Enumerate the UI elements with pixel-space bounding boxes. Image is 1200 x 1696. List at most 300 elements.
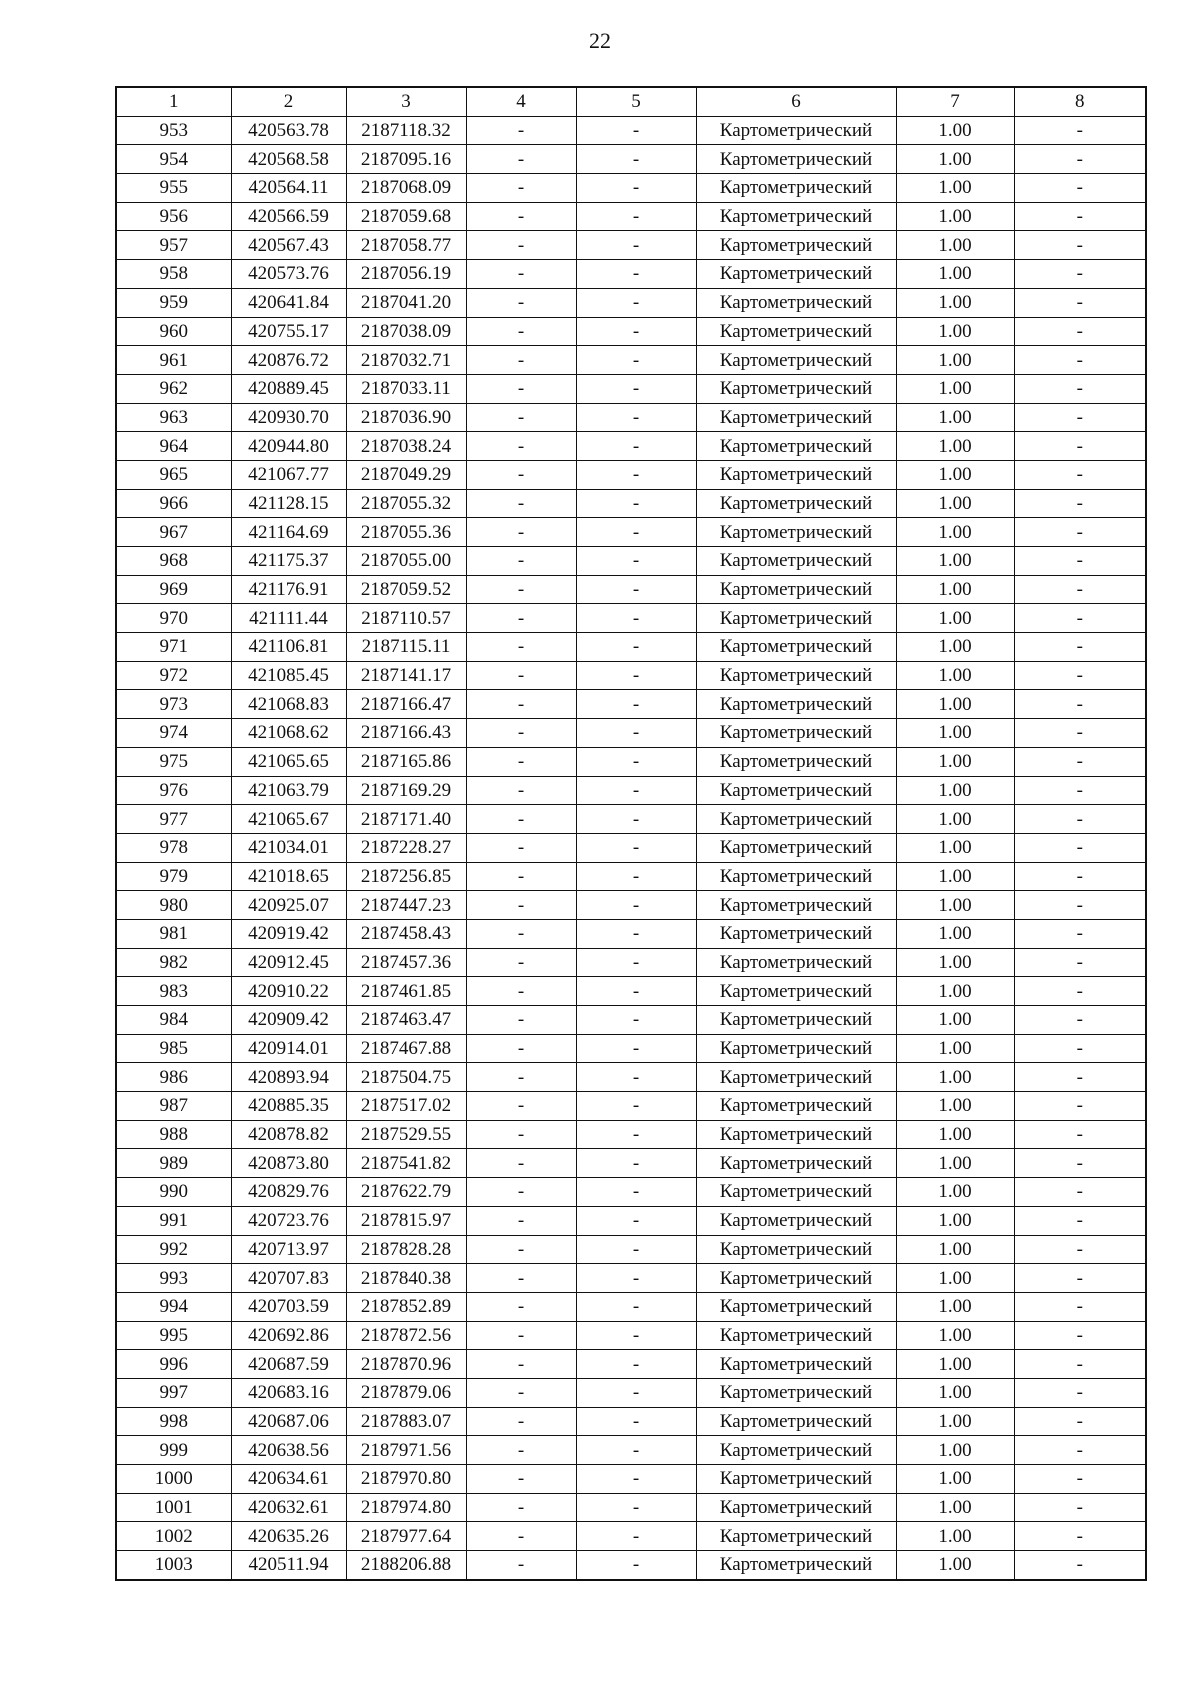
table-cell-col-1: 996 xyxy=(116,1350,231,1379)
table-cell-col-1: 964 xyxy=(116,432,231,461)
table-row xyxy=(116,833,1146,862)
table-cell-col-1: 971 xyxy=(116,633,231,662)
table-cell-col-5: - xyxy=(576,1006,696,1035)
table-row xyxy=(116,1235,1146,1264)
table-row xyxy=(116,575,1146,604)
table-cell-col-8: - xyxy=(1014,1149,1146,1178)
table-cell-col-4: - xyxy=(466,633,576,662)
table-row xyxy=(116,489,1146,518)
table-cell-col-6: Картометрический xyxy=(696,260,896,289)
table-cell-col-5: - xyxy=(576,1522,696,1551)
table-row xyxy=(116,919,1146,948)
table-cell-col-3: 2187059.68 xyxy=(346,202,466,231)
table-cell-col-6: Картометрический xyxy=(696,403,896,432)
table-cell-col-1: 982 xyxy=(116,948,231,977)
table-cell-col-2: 421065.65 xyxy=(231,747,346,776)
table-cell-col-3: 2187461.85 xyxy=(346,977,466,1006)
table-cell-col-6: Картометрический xyxy=(696,1407,896,1436)
table-cell-col-4: - xyxy=(466,1206,576,1235)
table-cell-col-1: 986 xyxy=(116,1063,231,1092)
table-cell-col-6: Картометрический xyxy=(696,1378,896,1407)
table-row xyxy=(116,805,1146,834)
table-cell-col-7: 1.00 xyxy=(896,374,1014,403)
table-cell-col-5: - xyxy=(576,1465,696,1494)
table-cell-col-7: 1.00 xyxy=(896,690,1014,719)
table-cell-col-7: 1.00 xyxy=(896,1235,1014,1264)
table-cell-col-7: 1.00 xyxy=(896,1378,1014,1407)
table-cell-col-8: - xyxy=(1014,1292,1146,1321)
table-cell-col-7: 1.00 xyxy=(896,977,1014,1006)
table-cell-col-2: 420910.22 xyxy=(231,977,346,1006)
table-cell-col-1: 957 xyxy=(116,231,231,260)
table-cell-col-7: 1.00 xyxy=(896,1206,1014,1235)
table-cell-col-6: Картометрический xyxy=(696,174,896,203)
table-cell-col-7: 1.00 xyxy=(896,518,1014,547)
table-cell-col-4: - xyxy=(466,747,576,776)
table-cell-col-1: 960 xyxy=(116,317,231,346)
table-cell-col-6: Картометрический xyxy=(696,575,896,604)
table-cell-col-5: - xyxy=(576,977,696,1006)
table-cell-col-6: Картометрический xyxy=(696,891,896,920)
table-cell-col-8: - xyxy=(1014,1321,1146,1350)
table-row xyxy=(116,1149,1146,1178)
table-cell-col-6: Картометрический xyxy=(696,1493,896,1522)
table-cell-col-7: 1.00 xyxy=(896,231,1014,260)
column-header-3: 3 xyxy=(346,87,466,116)
table-cell-col-4: - xyxy=(466,604,576,633)
table-cell-col-7: 1.00 xyxy=(896,202,1014,231)
table-cell-col-4: - xyxy=(466,460,576,489)
table-cell-col-3: 2187457.36 xyxy=(346,948,466,977)
table-cell-col-5: - xyxy=(576,948,696,977)
table-cell-col-8: - xyxy=(1014,661,1146,690)
table-cell-col-7: 1.00 xyxy=(896,1522,1014,1551)
table-cell-col-5: - xyxy=(576,1178,696,1207)
table-cell-col-3: 2187977.64 xyxy=(346,1522,466,1551)
table-row xyxy=(116,1407,1146,1436)
table-cell-col-8: - xyxy=(1014,575,1146,604)
table-row xyxy=(116,661,1146,690)
table-cell-col-8: - xyxy=(1014,1551,1146,1580)
table-row xyxy=(116,547,1146,576)
table-cell-col-7: 1.00 xyxy=(896,1493,1014,1522)
table-cell-col-2: 420919.42 xyxy=(231,919,346,948)
table-cell-col-2: 420912.45 xyxy=(231,948,346,977)
table-cell-col-7: 1.00 xyxy=(896,805,1014,834)
table-cell-col-4: - xyxy=(466,145,576,174)
table-cell-col-1: 965 xyxy=(116,460,231,489)
table-cell-col-7: 1.00 xyxy=(896,174,1014,203)
table-cell-col-6: Картометрический xyxy=(696,374,896,403)
table-cell-col-3: 2187974.80 xyxy=(346,1493,466,1522)
table-cell-col-2: 420703.59 xyxy=(231,1292,346,1321)
table-cell-col-3: 2187872.56 xyxy=(346,1321,466,1350)
table-cell-col-1: 958 xyxy=(116,260,231,289)
table-cell-col-4: - xyxy=(466,1292,576,1321)
table-cell-col-4: - xyxy=(466,174,576,203)
table-cell-col-7: 1.00 xyxy=(896,1063,1014,1092)
table-cell-col-2: 421128.15 xyxy=(231,489,346,518)
table-cell-col-6: Картометрический xyxy=(696,288,896,317)
table-row xyxy=(116,1264,1146,1293)
table-cell-col-4: - xyxy=(466,719,576,748)
table-cell-col-3: 2187036.90 xyxy=(346,403,466,432)
table-cell-col-6: Картометрический xyxy=(696,145,896,174)
table-cell-col-4: - xyxy=(466,919,576,948)
table-cell-col-6: Картометрический xyxy=(696,116,896,145)
table-cell-col-8: - xyxy=(1014,174,1146,203)
table-row xyxy=(116,288,1146,317)
table-cell-col-4: - xyxy=(466,202,576,231)
table-row xyxy=(116,518,1146,547)
table-cell-col-3: 2187095.16 xyxy=(346,145,466,174)
table-row xyxy=(116,862,1146,891)
table-cell-col-6: Картометрический xyxy=(696,661,896,690)
table-cell-col-4: - xyxy=(466,1092,576,1121)
table-cell-col-5: - xyxy=(576,202,696,231)
table-cell-col-3: 2187110.57 xyxy=(346,604,466,633)
table-cell-col-8: - xyxy=(1014,919,1146,948)
table-cell-col-6: Картометрический xyxy=(696,202,896,231)
table-cell-col-4: - xyxy=(466,489,576,518)
table-cell-col-7: 1.00 xyxy=(896,948,1014,977)
table-row xyxy=(116,432,1146,461)
table-row xyxy=(116,346,1146,375)
table-cell-col-2: 421106.81 xyxy=(231,633,346,662)
table-cell-col-8: - xyxy=(1014,633,1146,662)
table-cell-col-6: Картометрический xyxy=(696,1264,896,1293)
table-cell-col-2: 420713.97 xyxy=(231,1235,346,1264)
table-cell-col-7: 1.00 xyxy=(896,1120,1014,1149)
table-cell-col-3: 2187828.28 xyxy=(346,1235,466,1264)
table-cell-col-2: 421175.37 xyxy=(231,547,346,576)
table-cell-col-4: - xyxy=(466,518,576,547)
table-row xyxy=(116,116,1146,145)
table-cell-col-4: - xyxy=(466,661,576,690)
table-row xyxy=(116,690,1146,719)
table-cell-col-4: - xyxy=(466,374,576,403)
table-cell-col-5: - xyxy=(576,919,696,948)
table-cell-col-2: 420930.70 xyxy=(231,403,346,432)
table-cell-col-4: - xyxy=(466,862,576,891)
table-cell-col-1: 970 xyxy=(116,604,231,633)
table-cell-col-1: 997 xyxy=(116,1378,231,1407)
table-cell-col-8: - xyxy=(1014,1465,1146,1494)
table-cell-col-1: 972 xyxy=(116,661,231,690)
table-cell-col-5: - xyxy=(576,518,696,547)
table-cell-col-1: 978 xyxy=(116,833,231,862)
table-cell-col-4: - xyxy=(466,288,576,317)
table-cell-col-5: - xyxy=(576,460,696,489)
table-cell-col-3: 2187058.77 xyxy=(346,231,466,260)
table-cell-col-5: - xyxy=(576,1493,696,1522)
table-cell-col-6: Картометрический xyxy=(696,317,896,346)
table-cell-col-2: 421018.65 xyxy=(231,862,346,891)
table-cell-col-2: 421111.44 xyxy=(231,604,346,633)
table-cell-col-3: 2187171.40 xyxy=(346,805,466,834)
coordinates-table xyxy=(115,86,1147,1581)
table-cell-col-7: 1.00 xyxy=(896,1149,1014,1178)
table-cell-col-1: 963 xyxy=(116,403,231,432)
table-cell-col-3: 2187068.09 xyxy=(346,174,466,203)
table-cell-col-1: 991 xyxy=(116,1206,231,1235)
table-cell-col-6: Картометрический xyxy=(696,346,896,375)
table-cell-col-5: - xyxy=(576,719,696,748)
table-cell-col-3: 2187870.96 xyxy=(346,1350,466,1379)
table-cell-col-2: 420564.11 xyxy=(231,174,346,203)
table-row xyxy=(116,747,1146,776)
table-cell-col-5: - xyxy=(576,116,696,145)
table-cell-col-2: 420876.72 xyxy=(231,346,346,375)
table-row xyxy=(116,1292,1146,1321)
table-cell-col-2: 420635.26 xyxy=(231,1522,346,1551)
table-cell-col-7: 1.00 xyxy=(896,633,1014,662)
table-cell-col-8: - xyxy=(1014,1006,1146,1035)
table-cell-col-3: 2187165.86 xyxy=(346,747,466,776)
table-cell-col-6: Картометрический xyxy=(696,747,896,776)
table-cell-col-8: - xyxy=(1014,489,1146,518)
table-cell-col-3: 2187049.29 xyxy=(346,460,466,489)
table-row xyxy=(116,719,1146,748)
table-cell-col-1: 980 xyxy=(116,891,231,920)
table-cell-col-1: 967 xyxy=(116,518,231,547)
table-cell-col-5: - xyxy=(576,1350,696,1379)
table-cell-col-3: 2187541.82 xyxy=(346,1149,466,1178)
table-cell-col-7: 1.00 xyxy=(896,604,1014,633)
table-cell-col-4: - xyxy=(466,1551,576,1580)
table-cell-col-2: 421068.83 xyxy=(231,690,346,719)
table-row xyxy=(116,1551,1146,1580)
table-cell-col-2: 420573.76 xyxy=(231,260,346,289)
table-cell-col-1: 992 xyxy=(116,1235,231,1264)
table-cell-col-8: - xyxy=(1014,1436,1146,1465)
table-cell-col-8: - xyxy=(1014,403,1146,432)
table-cell-col-6: Картометрический xyxy=(696,1321,896,1350)
table-cell-col-1: 998 xyxy=(116,1407,231,1436)
table-cell-col-8: - xyxy=(1014,1206,1146,1235)
table-cell-col-8: - xyxy=(1014,1120,1146,1149)
table-cell-col-4: - xyxy=(466,1149,576,1178)
table-cell-col-8: - xyxy=(1014,145,1146,174)
table-cell-col-1: 983 xyxy=(116,977,231,1006)
table-cell-col-5: - xyxy=(576,1407,696,1436)
table-cell-col-2: 420567.43 xyxy=(231,231,346,260)
table-cell-col-1: 993 xyxy=(116,1264,231,1293)
table-cell-col-4: - xyxy=(466,116,576,145)
table-cell-col-1: 1003 xyxy=(116,1551,231,1580)
table-cell-col-5: - xyxy=(576,489,696,518)
table-cell-col-8: - xyxy=(1014,346,1146,375)
table-cell-col-5: - xyxy=(576,1206,696,1235)
table-row xyxy=(116,1120,1146,1149)
table-cell-col-5: - xyxy=(576,661,696,690)
table-cell-col-8: - xyxy=(1014,690,1146,719)
table-cell-col-3: 2187467.88 xyxy=(346,1034,466,1063)
table-cell-col-3: 2187055.00 xyxy=(346,547,466,576)
table-cell-col-4: - xyxy=(466,891,576,920)
table-cell-col-8: - xyxy=(1014,1493,1146,1522)
table-cell-col-2: 420641.84 xyxy=(231,288,346,317)
table-cell-col-4: - xyxy=(466,1436,576,1465)
table-cell-col-7: 1.00 xyxy=(896,661,1014,690)
table-cell-col-8: - xyxy=(1014,747,1146,776)
table-cell-col-5: - xyxy=(576,633,696,662)
table-cell-col-1: 1000 xyxy=(116,1465,231,1494)
table-cell-col-3: 2187970.80 xyxy=(346,1465,466,1494)
table-cell-col-2: 420632.61 xyxy=(231,1493,346,1522)
table-cell-col-5: - xyxy=(576,1120,696,1149)
table-cell-col-8: - xyxy=(1014,202,1146,231)
table-cell-col-1: 961 xyxy=(116,346,231,375)
table-cell-col-7: 1.00 xyxy=(896,776,1014,805)
table-header-row xyxy=(116,87,1146,116)
table-cell-col-7: 1.00 xyxy=(896,747,1014,776)
table-cell-col-7: 1.00 xyxy=(896,862,1014,891)
page-number: 22 xyxy=(589,28,611,53)
table-cell-col-4: - xyxy=(466,1321,576,1350)
table-cell-col-6: Картометрический xyxy=(696,547,896,576)
table-cell-col-6: Картометрический xyxy=(696,1551,896,1580)
table-cell-col-6: Картометрический xyxy=(696,1034,896,1063)
table-cell-col-6: Картометрический xyxy=(696,604,896,633)
table-cell-col-1: 979 xyxy=(116,862,231,891)
table-cell-col-7: 1.00 xyxy=(896,317,1014,346)
table-row xyxy=(116,317,1146,346)
table-cell-col-4: - xyxy=(466,1034,576,1063)
table-cell-col-1: 973 xyxy=(116,690,231,719)
table-cell-col-3: 2187118.32 xyxy=(346,116,466,145)
table-cell-col-5: - xyxy=(576,432,696,461)
table-cell-col-8: - xyxy=(1014,374,1146,403)
table-cell-col-6: Картометрический xyxy=(696,1465,896,1494)
table-cell-col-6: Картометрический xyxy=(696,862,896,891)
table-cell-col-8: - xyxy=(1014,776,1146,805)
table-cell-col-6: Картометрический xyxy=(696,1178,896,1207)
table-row xyxy=(116,460,1146,489)
table-row xyxy=(116,1436,1146,1465)
table-cell-col-3: 2188206.88 xyxy=(346,1551,466,1580)
table-cell-col-5: - xyxy=(576,1436,696,1465)
table-cell-col-6: Картометрический xyxy=(696,919,896,948)
table-cell-col-1: 1001 xyxy=(116,1493,231,1522)
table-cell-col-8: - xyxy=(1014,1378,1146,1407)
table-cell-col-5: - xyxy=(576,833,696,862)
table-cell-col-2: 420563.78 xyxy=(231,116,346,145)
table-cell-col-8: - xyxy=(1014,1092,1146,1121)
table-cell-col-8: - xyxy=(1014,1407,1146,1436)
table-cell-col-2: 420755.17 xyxy=(231,317,346,346)
table-cell-col-3: 2187166.43 xyxy=(346,719,466,748)
table-cell-col-5: - xyxy=(576,403,696,432)
table-cell-col-2: 420909.42 xyxy=(231,1006,346,1035)
table-cell-col-8: - xyxy=(1014,260,1146,289)
table-row xyxy=(116,202,1146,231)
table-cell-col-8: - xyxy=(1014,1235,1146,1264)
table-cell-col-7: 1.00 xyxy=(896,403,1014,432)
table-cell-col-2: 421067.77 xyxy=(231,460,346,489)
table-cell-col-7: 1.00 xyxy=(896,489,1014,518)
table-cell-col-2: 420885.35 xyxy=(231,1092,346,1121)
table-cell-col-8: - xyxy=(1014,805,1146,834)
table-cell-col-4: - xyxy=(466,1407,576,1436)
table-cell-col-2: 421068.62 xyxy=(231,719,346,748)
table-row xyxy=(116,1206,1146,1235)
table-cell-col-4: - xyxy=(466,1522,576,1551)
table-cell-col-5: - xyxy=(576,1378,696,1407)
table-cell-col-8: - xyxy=(1014,288,1146,317)
table-cell-col-7: 1.00 xyxy=(896,1321,1014,1350)
table-cell-col-6: Картометрический xyxy=(696,1120,896,1149)
table-cell-col-6: Картометрический xyxy=(696,1436,896,1465)
table-cell-col-5: - xyxy=(576,145,696,174)
table-cell-col-1: 985 xyxy=(116,1034,231,1063)
table-row xyxy=(116,633,1146,662)
table-cell-col-4: - xyxy=(466,1006,576,1035)
table-cell-col-3: 2187504.75 xyxy=(346,1063,466,1092)
table-cell-col-5: - xyxy=(576,776,696,805)
table-cell-col-2: 421063.79 xyxy=(231,776,346,805)
table-cell-col-6: Картометрический xyxy=(696,1235,896,1264)
table-cell-col-1: 976 xyxy=(116,776,231,805)
table-cell-col-7: 1.00 xyxy=(896,1292,1014,1321)
table-cell-col-1: 968 xyxy=(116,547,231,576)
table-row xyxy=(116,776,1146,805)
table-cell-col-3: 2187059.52 xyxy=(346,575,466,604)
column-header-2: 2 xyxy=(231,87,346,116)
table-body xyxy=(116,116,1146,1580)
table-row xyxy=(116,1092,1146,1121)
table-cell-col-3: 2187032.71 xyxy=(346,346,466,375)
table-cell-col-5: - xyxy=(576,374,696,403)
table-row xyxy=(116,1493,1146,1522)
table-cell-col-5: - xyxy=(576,690,696,719)
table-cell-col-5: - xyxy=(576,547,696,576)
table-cell-col-2: 420873.80 xyxy=(231,1149,346,1178)
table-row xyxy=(116,1378,1146,1407)
table-cell-col-6: Картометрический xyxy=(696,1092,896,1121)
table-cell-col-2: 420925.07 xyxy=(231,891,346,920)
table-cell-col-8: - xyxy=(1014,604,1146,633)
table-cell-col-4: - xyxy=(466,1120,576,1149)
table-cell-col-2: 420634.61 xyxy=(231,1465,346,1494)
table-cell-col-5: - xyxy=(576,288,696,317)
table-cell-col-5: - xyxy=(576,1092,696,1121)
table-cell-col-6: Картометрический xyxy=(696,776,896,805)
table-cell-col-3: 2187463.47 xyxy=(346,1006,466,1035)
table-cell-col-7: 1.00 xyxy=(896,719,1014,748)
table-cell-col-1: 989 xyxy=(116,1149,231,1178)
table-cell-col-5: - xyxy=(576,1235,696,1264)
table-cell-col-1: 962 xyxy=(116,374,231,403)
table-cell-col-3: 2187883.07 xyxy=(346,1407,466,1436)
table-cell-col-6: Картометрический xyxy=(696,719,896,748)
table-cell-col-7: 1.00 xyxy=(896,432,1014,461)
table-cell-col-2: 420944.80 xyxy=(231,432,346,461)
table-cell-col-7: 1.00 xyxy=(896,1178,1014,1207)
table-cell-col-3: 2187166.47 xyxy=(346,690,466,719)
table-cell-col-3: 2187971.56 xyxy=(346,1436,466,1465)
table-cell-col-2: 421085.45 xyxy=(231,661,346,690)
table-cell-col-8: - xyxy=(1014,231,1146,260)
table-cell-col-6: Картометрический xyxy=(696,460,896,489)
table-cell-col-4: - xyxy=(466,948,576,977)
table-cell-col-7: 1.00 xyxy=(896,833,1014,862)
table-cell-col-7: 1.00 xyxy=(896,891,1014,920)
table-cell-col-5: - xyxy=(576,862,696,891)
table-cell-col-4: - xyxy=(466,1493,576,1522)
table-cell-col-4: - xyxy=(466,1178,576,1207)
table-cell-col-2: 421065.67 xyxy=(231,805,346,834)
